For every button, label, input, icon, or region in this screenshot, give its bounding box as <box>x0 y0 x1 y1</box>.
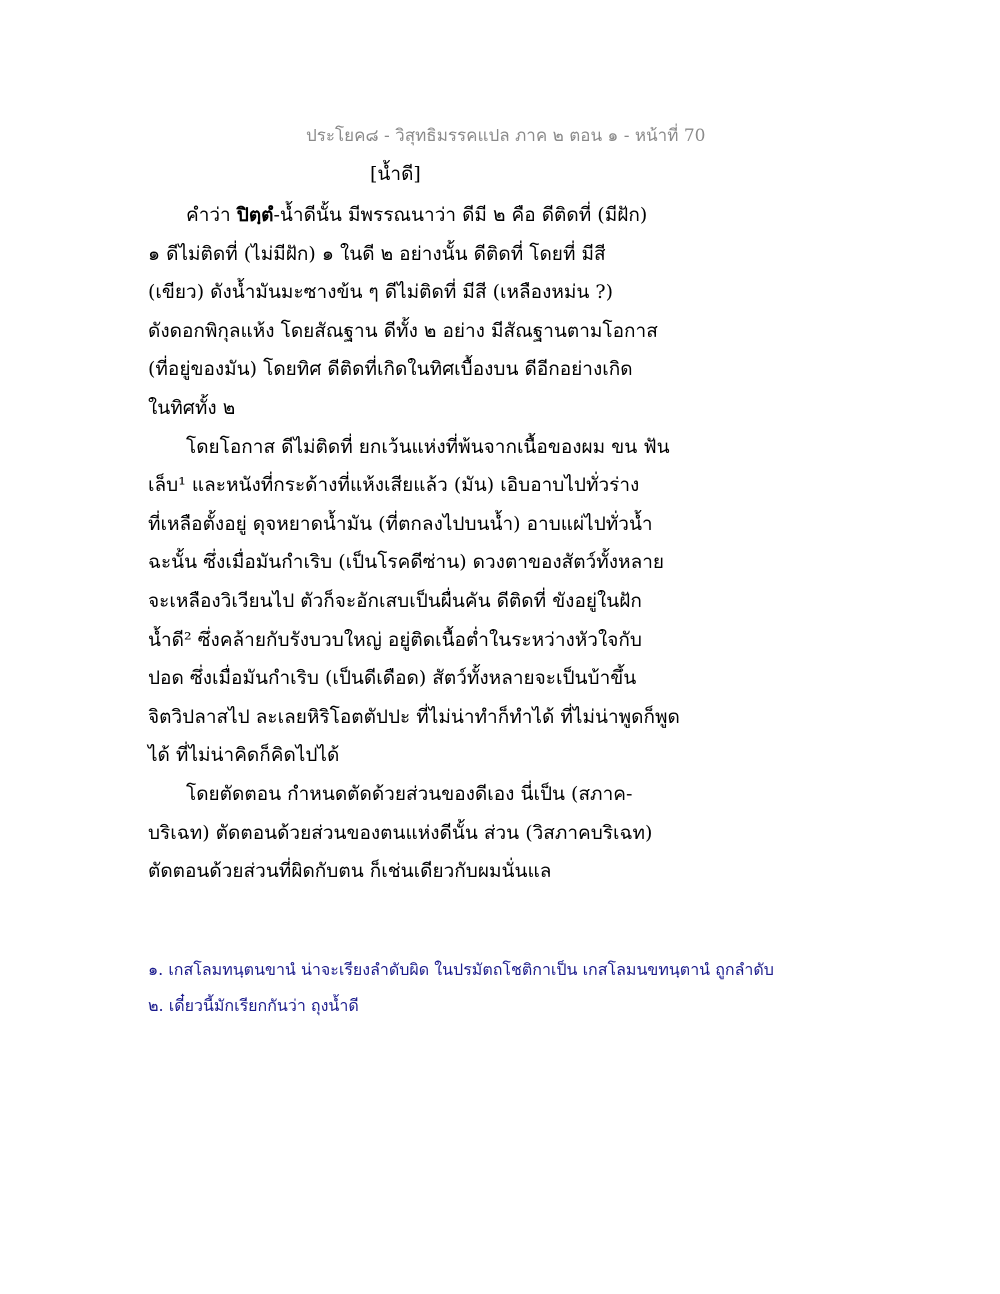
paragraph-line: น้ำดี² ซึ่งคล้ายกับรังบวบใหญ่ อยู่ติดเนื้อต่ำในระหว่างหัวใจกับ <box>148 628 642 651</box>
paragraph-line: ปอด ซึ่งเมื่อมันกำเริบ (เป็นดีเดือด) สัตว์ทั้งหลายจะเป็นบ้าขึ้น <box>148 667 637 690</box>
section-heading: [น้ำดี] <box>370 163 421 185</box>
paragraph-line: โดยตัดตอน กำหนดตัดด้วยส่วนของดีเอง นี่เป็น (สภาค- <box>186 782 633 805</box>
pali-term: ปิตฺตํ <box>236 204 274 226</box>
paragraph-line: ตัดตอนด้วยส่วนที่ผิดกับตน ก็เช่นเดียวกับผมนั่นแล <box>148 860 552 883</box>
paragraph-line: ๑ ดีไม่ติดที่ (ไม่มีฝัก) ๑ ในดี ๒ อย่างนั้น ดีติดที่ โดยที่ มีสี <box>148 242 606 265</box>
paragraph-line: จิตวิปลาสไป ละเลยหิริโอตตัปปะ ที่ไม่น่าทำก็ทำได้ ที่ไม่น่าพูดก็พูด <box>148 705 680 728</box>
paragraph-line: (เขียว) ดังน้ำมันมะซางข้น ๆ ดีไม่ติดที่ มีสี (เหลืองหม่น ?) <box>148 281 614 304</box>
footnote-1: ๑. เกสโลมทนฺตนขานํ น่าจะเรียงลำดับผิด ในปรมัตถโชติกาเป็น เกสโลมนขทนฺตานํ ถูกลำดับ <box>148 960 774 979</box>
paragraph-line: โดยโอกาส ดีไม่ติดที่ ยกเว้นแห่งที่พ้นจากเนื้อของผม ขน ฟัน <box>186 435 670 458</box>
text-run: -น้ำดีนั้น มีพรรณนาว่า ดีมี ๒ คือ ดีติดที่ (มีฝัก) <box>273 204 648 226</box>
footnotes <box>148 952 848 1024</box>
paragraph-line: ดังดอกพิกุลแห้ง โดยสัณฐาน ดีทั้ง ๒ อย่าง มีสัณฐานตามโอกาส <box>148 319 658 342</box>
paragraph-line: บริเฉท) ตัดตอนด้วยส่วนของตนแห่งดีนั้น ส่วน (วิสภาคบริเฉท) <box>148 821 653 844</box>
footnote-2: ๒. เดี๋ยวนี้มักเรียกกันว่า ถุงน้ำดี <box>148 996 359 1015</box>
paragraph-line: (ที่อยู่ของมัน) โดยทิศ ดีติดที่เกิดในทิศเบื้องบน ดีอีกอย่างเกิด <box>148 358 633 381</box>
paragraph-line: ฉะนั้น ซึ่งเมื่อมันกำเริบ (เป็นโรคดีซ่าน) ดวงตาของสัตว์ทั้งหลาย <box>148 551 665 574</box>
running-header: ประโยค๘ - วิสุทธิมรรคแปล ภาค ๒ ตอน ๑ - หน้าที่ 70 <box>306 126 706 146</box>
paragraph-line <box>148 196 718 235</box>
paragraph-line: เล็บ¹ และหนังที่กระด้างที่แห้งเสียแล้ว (มัน) เอิบอาบไปทั่วร่าง <box>148 474 640 497</box>
body-text <box>148 196 718 891</box>
paragraph-line: ได้ ที่ไม่น่าคิดก็คิดไปได้ <box>148 744 340 767</box>
paragraph-line: ที่เหลือตั้งอยู่ ดุจหยาดน้ำมัน (ที่ตกลงไปบนน้ำ) อาบแผ่ไปทั่วน้ำ <box>148 512 653 535</box>
paragraph-line: ในทิศทั้ง ๒ <box>148 396 236 419</box>
text-run: คำว่า <box>186 204 237 226</box>
paragraph-line: จะเหลืองวิเวียนไป ตัวก็จะอักเสบเป็นผื่นคัน ดีติดที่ ขังอยู่ในฝัก <box>148 589 642 612</box>
